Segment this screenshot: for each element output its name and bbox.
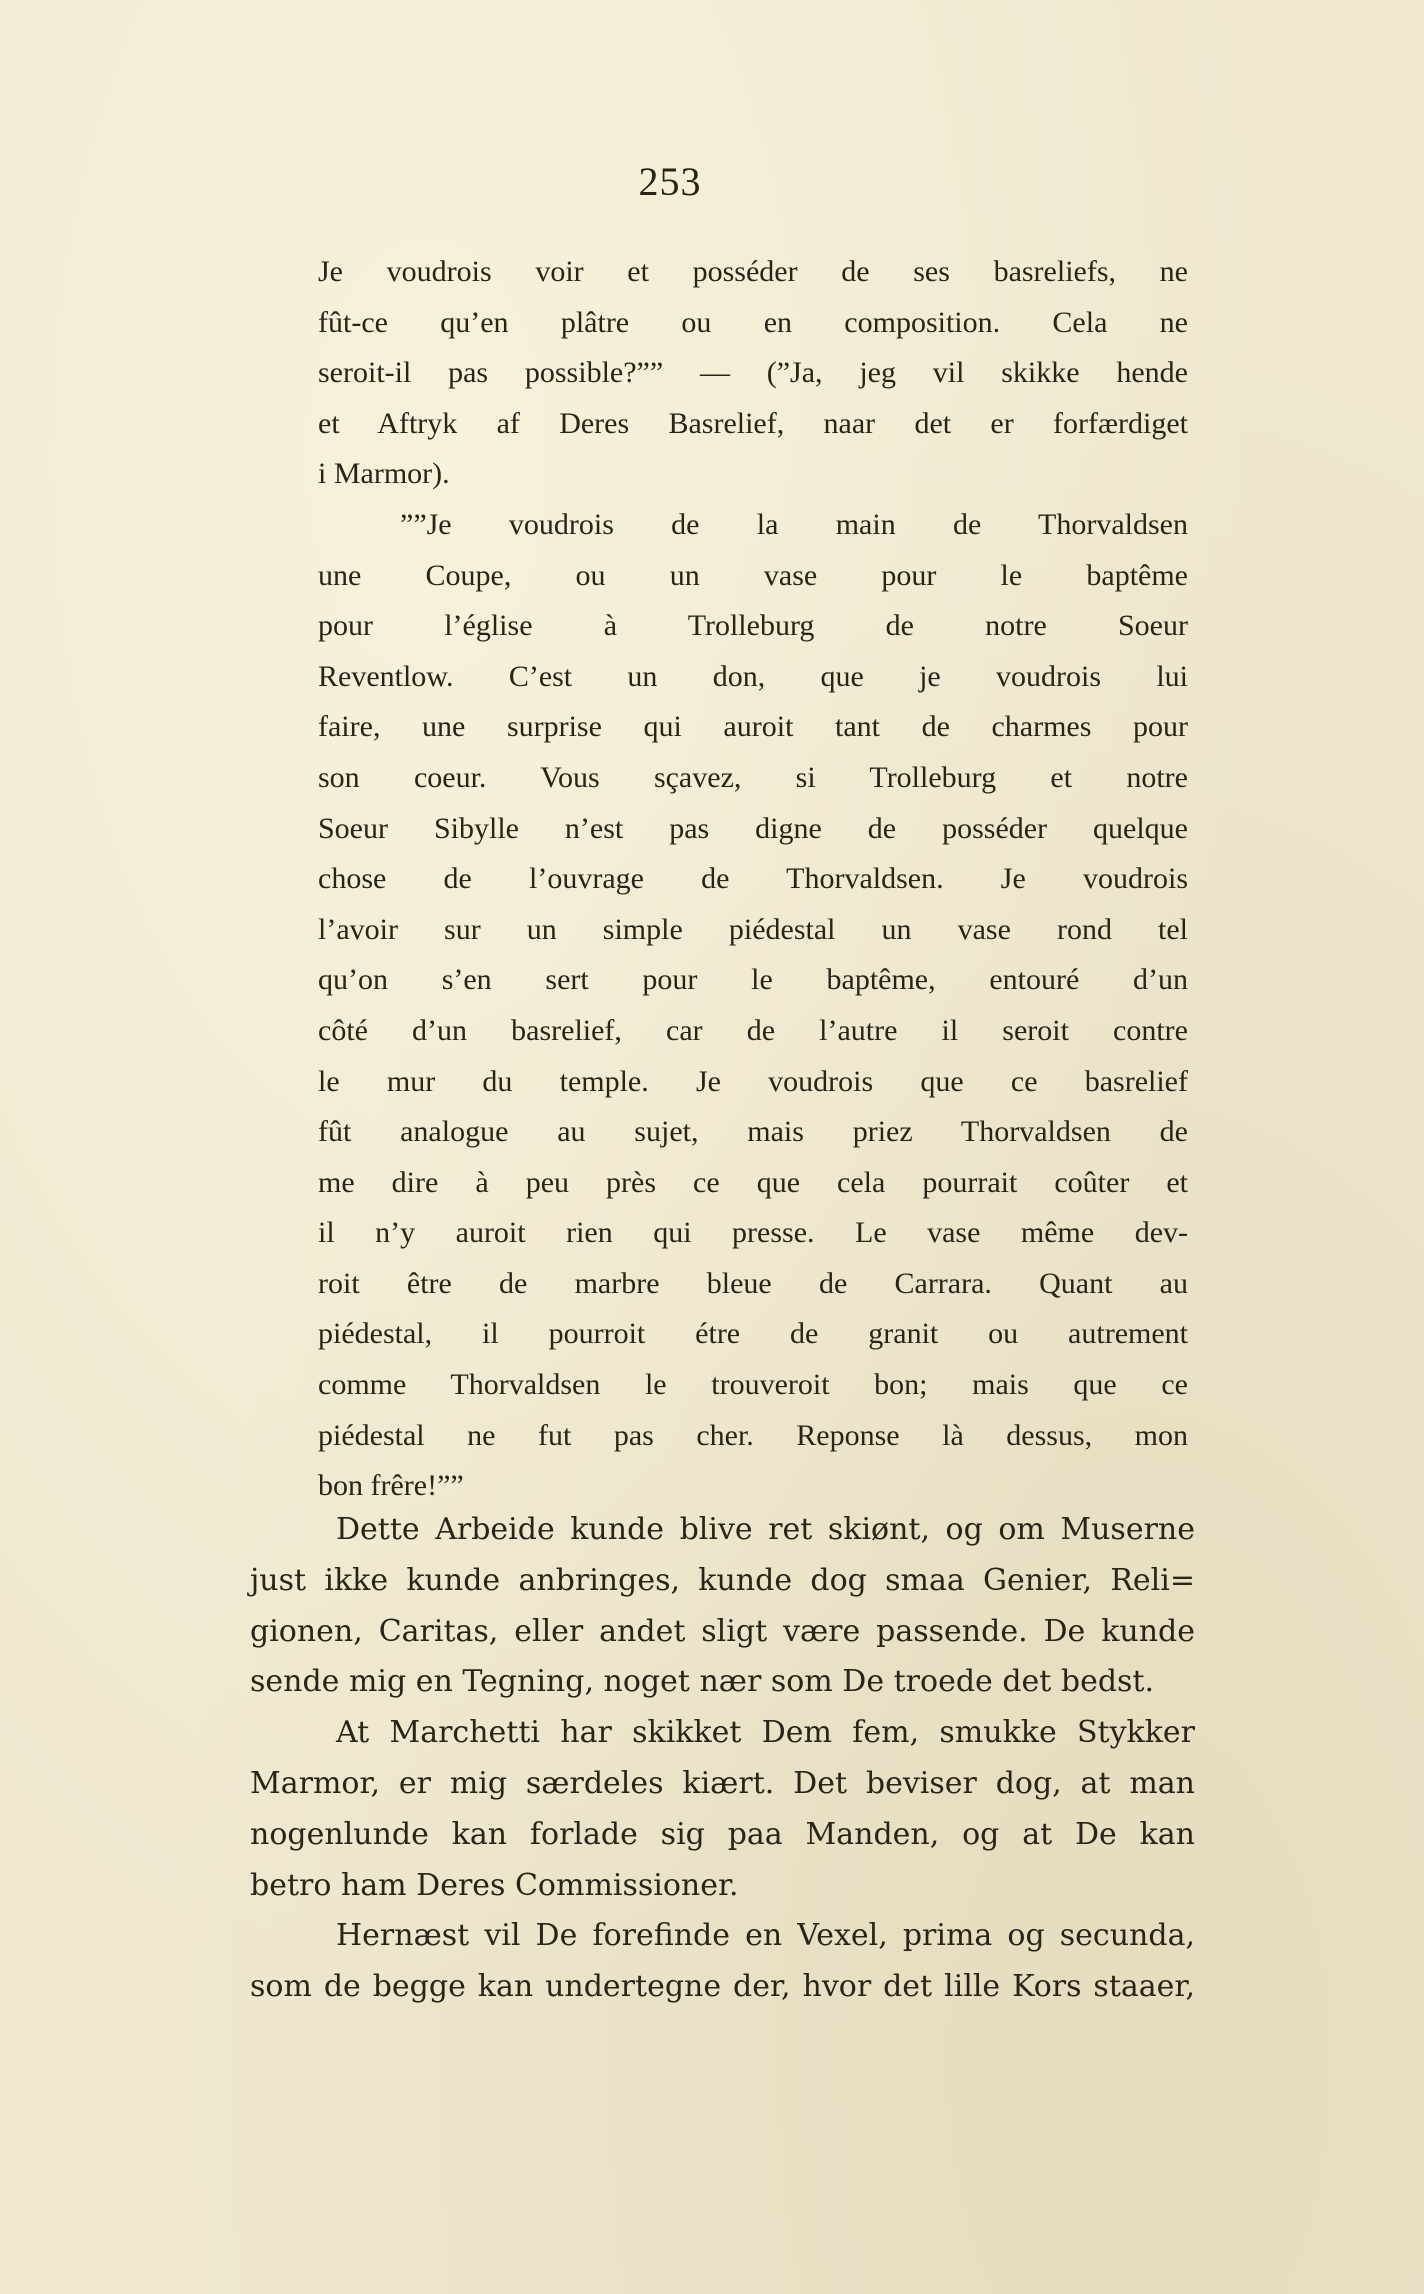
page-number: 253 bbox=[638, 159, 702, 204]
text-line: betro ham Deres Commissioner. bbox=[250, 1867, 739, 1903]
text-line: som de begge kan undertegne der, hvor det lille Kors staaer, bbox=[250, 1969, 1195, 2005]
text-line: At Marchetti har skikket Dem fem, smukke Stykker bbox=[336, 1715, 1195, 1751]
text-line: côté d’un basrelief, car de l’autre il seroit contre bbox=[318, 1013, 1188, 1047]
text-line: ””Je voudrois de la main de Thorvaldsen bbox=[400, 507, 1188, 541]
text-line: Soeur Sibylle n’est pas digne de posséder quelque bbox=[318, 811, 1188, 845]
text-line: il n’y auroit rien qui presse. Le vase même dev- bbox=[318, 1216, 1188, 1250]
text-line: pour l’église à Trolleburg de notre Soeur bbox=[318, 609, 1188, 643]
text-line: nogenlunde kan forlade sig paa Manden, og at De kan bbox=[250, 1816, 1195, 1852]
text-line: me dire à peu près ce que cela pourrait coûter et bbox=[318, 1165, 1188, 1199]
text-line: Reventlow. C’est un don, que je voudrois lui bbox=[318, 659, 1188, 693]
text-line: qu’on s’en sert pour le baptême, entouré d’un bbox=[318, 963, 1188, 997]
text-line: Dette Arbeide kunde blive ret skiønt, og om Muserne bbox=[336, 1512, 1195, 1547]
french-letter-quote bbox=[318, 247, 1188, 1512]
text-line: fût-ce qu’en plâtre ou en composition. Cela ne bbox=[318, 305, 1188, 339]
text-line: Hernæst vil De forefinde en Vexel, prima og secunda, bbox=[336, 1918, 1195, 1954]
text-line: seroit-il pas possible?”” — (”Ja, jeg vil skikke hende bbox=[318, 356, 1188, 390]
text-line: Marmor, er mig særdeles kiært. Det beviser dog, at man bbox=[250, 1765, 1195, 1801]
text-line: bon frêre!”” bbox=[318, 1469, 464, 1503]
text-line: le mur du temple. Je voudrois que ce basrelief bbox=[318, 1064, 1188, 1098]
text-line: i Marmor). bbox=[318, 457, 450, 491]
text-line: comme Thorvaldsen le trouveroit bon; mais que ce bbox=[318, 1368, 1188, 1402]
text-line: son coeur. Vous sçavez, si Trolleburg et notre bbox=[318, 760, 1188, 794]
text-line: just ikke kunde anbringes, kunde dog smaa Genier, Reli= bbox=[250, 1562, 1195, 1598]
text-line: chose de l’ouvrage de Thorvaldsen. Je voudrois bbox=[318, 862, 1188, 896]
text-line: Je voudrois voir et posséder de ses basreliefs, ne bbox=[318, 255, 1188, 288]
text-line: roit être de marbre bleue de Carrara. Quant au bbox=[318, 1266, 1188, 1300]
text-line: sende mig en Tegning, noget nær som De troede det bedst. bbox=[250, 1664, 1155, 1700]
text-line: l’avoir sur un simple piédestal un vase rond tel bbox=[318, 912, 1188, 946]
text-line: faire, une surprise qui auroit tant de charmes pour bbox=[318, 710, 1188, 744]
text-line: et Aftryk af Deres Basrelief, naar det er forfærdiget bbox=[318, 406, 1188, 440]
danish-body-text bbox=[250, 1505, 1195, 2013]
text-line: piédestal ne fut pas cher. Reponse là dessus, mon bbox=[318, 1418, 1188, 1452]
text-line: fût analogue au sujet, mais priez Thorvaldsen de bbox=[318, 1115, 1188, 1149]
text-line: une Coupe, ou un vase pour le baptême bbox=[318, 558, 1188, 592]
text-line: piédestal, il pourroit étre de granit ou autrement bbox=[318, 1317, 1188, 1351]
text-line: gionen, Caritas, eller andet sligt være passende. De kunde bbox=[250, 1613, 1195, 1649]
